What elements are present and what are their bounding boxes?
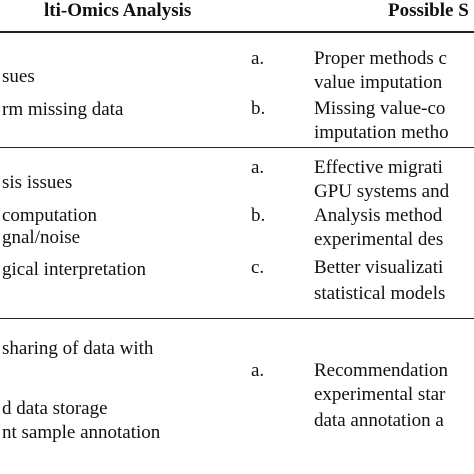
solution-text: Effective migrati (314, 157, 443, 178)
solution-marker: a. (251, 157, 265, 178)
solution-text: statistical models (314, 283, 446, 304)
solution-marker: b. (251, 205, 266, 226)
header-analysis: lti-Omics Analysis (44, 0, 192, 21)
solution-marker: a. (251, 360, 265, 381)
issue-text: d data storage (2, 398, 108, 419)
solution-text: experimental des (314, 229, 444, 250)
issue-text: gical interpretation (2, 259, 147, 280)
solution-text: Missing value-co (314, 98, 446, 119)
row-divider (0, 147, 474, 148)
header-solutions: Possible S (388, 0, 469, 21)
solution-text: value imputation (314, 72, 443, 93)
issue-text: rm missing data (2, 99, 124, 120)
issue-text: gnal/noise (2, 227, 81, 248)
solution-marker: c. (251, 257, 265, 278)
solution-text: Better visualizati (314, 257, 444, 278)
solution-text: data annotation a (314, 410, 444, 431)
solution-marker: b. (251, 98, 266, 119)
header-rule (0, 31, 474, 33)
issue-text: sues (2, 66, 35, 87)
row-divider (0, 318, 474, 319)
solution-text: Analysis method (314, 205, 443, 226)
solution-marker: a. (251, 48, 265, 69)
solution-text: Proper methods c (314, 48, 447, 69)
solution-text: GPU systems and (314, 181, 450, 202)
solution-text: experimental star (314, 384, 446, 405)
issue-text: sis issues (2, 172, 73, 193)
solution-text: imputation metho (314, 122, 449, 143)
solution-text: Recommendation (314, 360, 449, 381)
issue-text: computation (2, 205, 97, 226)
issue-text: sharing of data with (2, 338, 154, 359)
issue-text: nt sample annotation (2, 422, 161, 443)
